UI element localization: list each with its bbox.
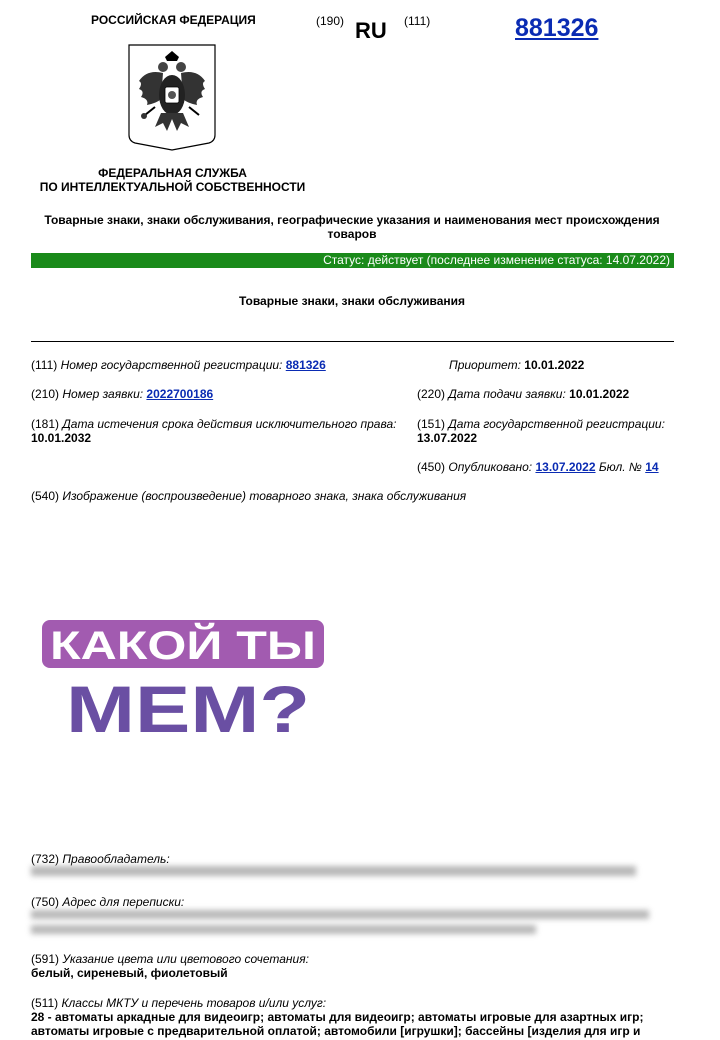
field-expiry bbox=[31, 417, 411, 445]
field-classes bbox=[31, 996, 691, 1038]
field-reg-number bbox=[31, 358, 326, 372]
field-label: Классы МКТУ и перечень товаров и/или услуг: bbox=[61, 996, 327, 1010]
field-code: (750) bbox=[31, 895, 60, 909]
trademark-image bbox=[40, 618, 330, 740]
field-colors bbox=[31, 952, 309, 980]
register-category bbox=[30, 213, 674, 241]
code-111: (111) bbox=[404, 14, 431, 28]
field-label: Дата истечения срока действия исключительного права: bbox=[62, 417, 397, 431]
status-bar: Статус: действует (последнее изменение статуса: 14.07.2022) bbox=[31, 253, 674, 268]
classes-line-1: 28 - автоматы аркадные для видеоигр; автоматы для видеоигр; автоматы игровые для азартных игр; bbox=[31, 1010, 644, 1024]
russian-coat-of-arms-icon bbox=[127, 43, 217, 151]
bulletin-label: Бюл. № bbox=[598, 460, 642, 474]
agency-name bbox=[0, 166, 345, 194]
field-label: Правообладатель: bbox=[62, 852, 170, 866]
category-line-2: товаров bbox=[327, 227, 377, 241]
category-line-1: Товарные знаки, знаки обслуживания, географические указания и наименования мест происхождения bbox=[44, 213, 660, 227]
field-label: Указание цвета или цветового сочетания: bbox=[62, 952, 309, 966]
correspondence-redacted-1 bbox=[31, 910, 649, 919]
field-code: (511) bbox=[31, 996, 59, 1010]
field-code: (450) bbox=[417, 460, 446, 474]
published-date-link[interactable]: 13.07.2022 bbox=[535, 460, 596, 474]
field-label: Изображение (воспроизведение) товарного знака, знака обслуживания bbox=[62, 489, 467, 503]
classes-line-2: автоматы игровые с предварительной оплатой; автомобили [игрушки]; бассейны [изделия для игр и bbox=[31, 1024, 641, 1038]
registration-date-value: 13.07.2022 bbox=[417, 431, 478, 445]
application-number-link[interactable]: 2022700186 bbox=[146, 387, 214, 401]
field-priority bbox=[449, 358, 584, 372]
filing-date-value: 10.01.2022 bbox=[569, 387, 630, 401]
holder-redacted bbox=[31, 866, 636, 876]
field-label: Дата государственной регистрации: bbox=[448, 417, 665, 431]
field-code: (151) bbox=[417, 417, 446, 431]
field-code: (181) bbox=[31, 417, 60, 431]
agency-line-2: ПО ИНТЕЛЛЕКТУАЛЬНОЙ СОБСТВЕННОСТИ bbox=[39, 180, 306, 194]
field-application bbox=[31, 387, 213, 401]
field-image bbox=[31, 489, 466, 503]
expiry-value: 10.01.2032 bbox=[31, 431, 92, 445]
country-name: РОССИЙСКАЯ ФЕДЕРАЦИЯ bbox=[91, 13, 256, 27]
document-subtype: Товарные знаки, знаки обслуживания bbox=[238, 294, 466, 308]
field-code: (210) bbox=[31, 387, 60, 401]
registration-number-link[interactable]: 881326 bbox=[515, 14, 599, 42]
agency-line-1: ФЕДЕРАЛЬНАЯ СЛУЖБА bbox=[98, 166, 247, 180]
colors-value: белый, сиреневый, фиолетовый bbox=[31, 966, 228, 980]
field-code: (540) bbox=[31, 489, 60, 503]
trademark-line-1: КАКОЙ ТЫ bbox=[50, 624, 263, 668]
field-holder bbox=[31, 852, 170, 866]
code-190: (190) bbox=[316, 14, 345, 28]
reg-number-link[interactable]: 881326 bbox=[285, 358, 326, 372]
country-code: RU bbox=[355, 18, 387, 43]
field-label: Опубликовано: bbox=[448, 460, 533, 474]
bulletin-link[interactable]: 14 bbox=[645, 460, 659, 474]
field-code: (591) bbox=[31, 952, 60, 966]
field-code: (220) bbox=[417, 387, 446, 401]
field-filing-date bbox=[417, 387, 629, 401]
field-label: Дата подачи заявки: bbox=[448, 387, 566, 401]
correspondence-redacted-2 bbox=[31, 925, 536, 934]
trademark-line-2: МЕМ? bbox=[66, 672, 310, 740]
field-registration-date bbox=[417, 417, 697, 445]
field-label: Номер заявки: bbox=[62, 387, 144, 401]
divider bbox=[31, 341, 674, 342]
field-published bbox=[417, 460, 659, 474]
field-code: (732) bbox=[31, 852, 60, 866]
field-label: Приоритет: bbox=[449, 358, 521, 372]
field-label: Адрес для переписки: bbox=[62, 895, 185, 909]
priority-value: 10.01.2022 bbox=[524, 358, 585, 372]
field-code: (111) bbox=[31, 358, 58, 372]
field-label: Номер государственной регистрации: bbox=[60, 358, 283, 372]
field-correspondence bbox=[31, 895, 184, 909]
